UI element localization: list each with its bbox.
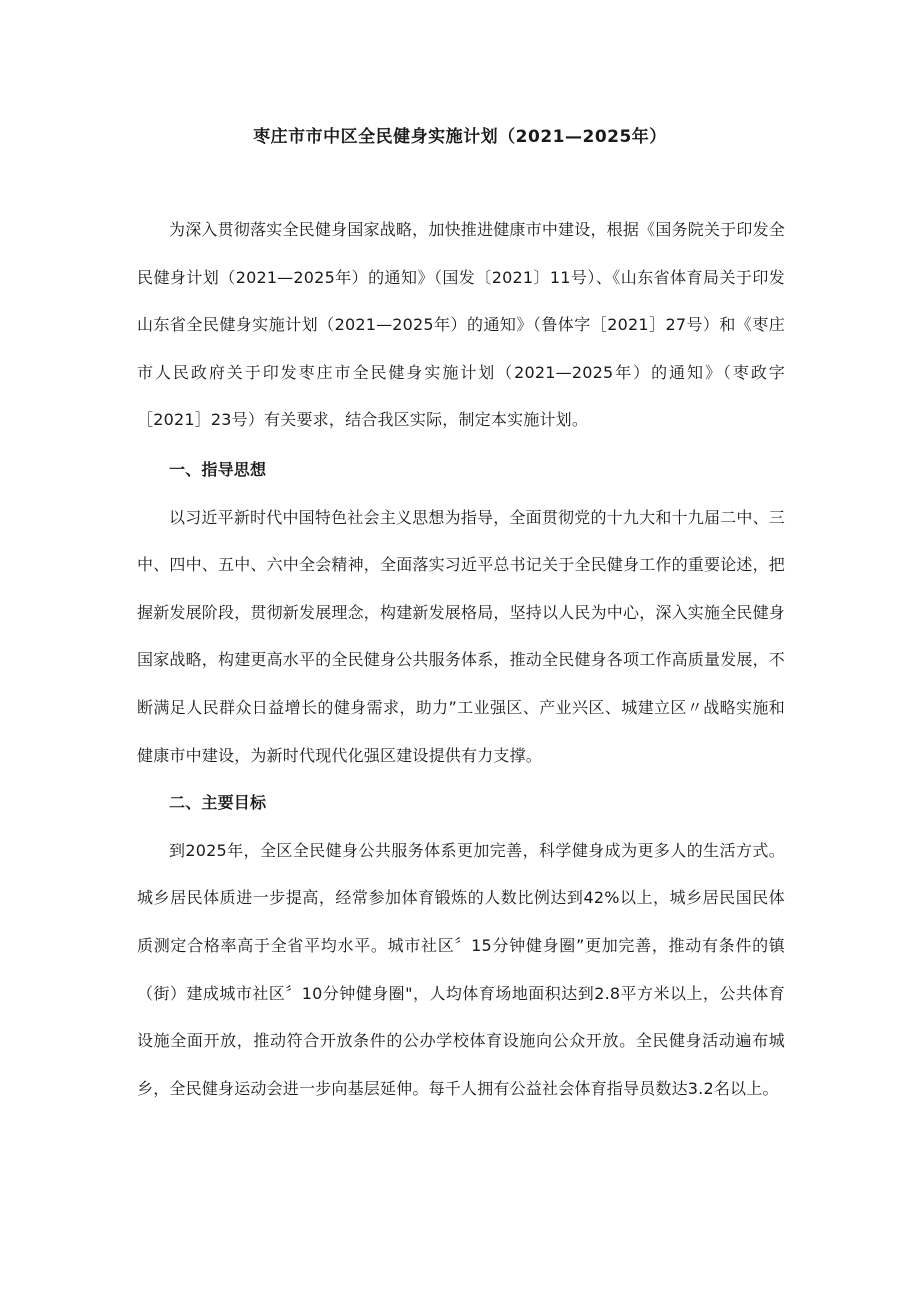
intro-block xyxy=(137,206,785,444)
section-heading-guiding-ideology: 一、指导思想 xyxy=(169,460,267,479)
sections-block xyxy=(137,446,785,1112)
intro-paragraph: 为深入贯彻落实全民健身国家战略，加快推进健康市中建设，根据《国务院关于印发全民健身计划（2021—2025年）的通知》（国发〔2021〕11号）、《山东省体育局关于印发山东省全民健身实施计划（2021—2025年）的通知》（鲁体字［2021］27号）和《枣庄市人民政府关于印发枣庄市全民健身实施计划（2021—2025年）的通知》（枣政字［2021］23号）有关要求，结合我区实际，制定本实施计划。 xyxy=(137,220,785,430)
section-heading-main-goals: 二、主要目标 xyxy=(169,793,267,813)
section-paragraph-main-goals: 到2025年，全区全民健身公共服务体系更加完善，科学健身成为更多人的生活方式。城乡居民体质进一步提高，经常参加体育锻炼的人数比例达到42%以上，城乡居民国民体质测定合格率高于全省平均水平。城市社区〞15分钟健身圈”更加完善，推动有条件的镇（街）建成城市社区〞10分钟健身圈"，人均体育场地面积达到2.8平方米以上，公共体育设施全面开放，推动符合开放条件的公办学校体育设施向公众开放。全民健身活动遍布城乡，全民健身运动会进一步向基层延伸。每千人拥有公益社会体育指导员数达3.2名以上。 xyxy=(137,840,785,1098)
document-title: 枣庄市市中区全民健身实施计划（2021—2025年） xyxy=(253,127,667,147)
section-paragraph-guiding-ideology: 以习近平新时代中国特色社会主义思想为指导，全面贯彻党的十九大和十九届二中、三中、四中、五中、六中全会精神，全面落实习近平总书记关于全民健身工作的重要论述，把握新发展阶段，贯彻新发展理念，构建新发展格局，坚持以人民为中心，深入实施全民健身国家战略，构建更高水平的全民健身公共服务体系，推动全民健身各项工作高质量发展，不断满足人民群众日益增长的健身需求，助力”工业强区、产业兴区、城建立区〃战略实施和健康市中建设，为新时代现代化强区建设提供有力支撑。 xyxy=(137,507,786,765)
